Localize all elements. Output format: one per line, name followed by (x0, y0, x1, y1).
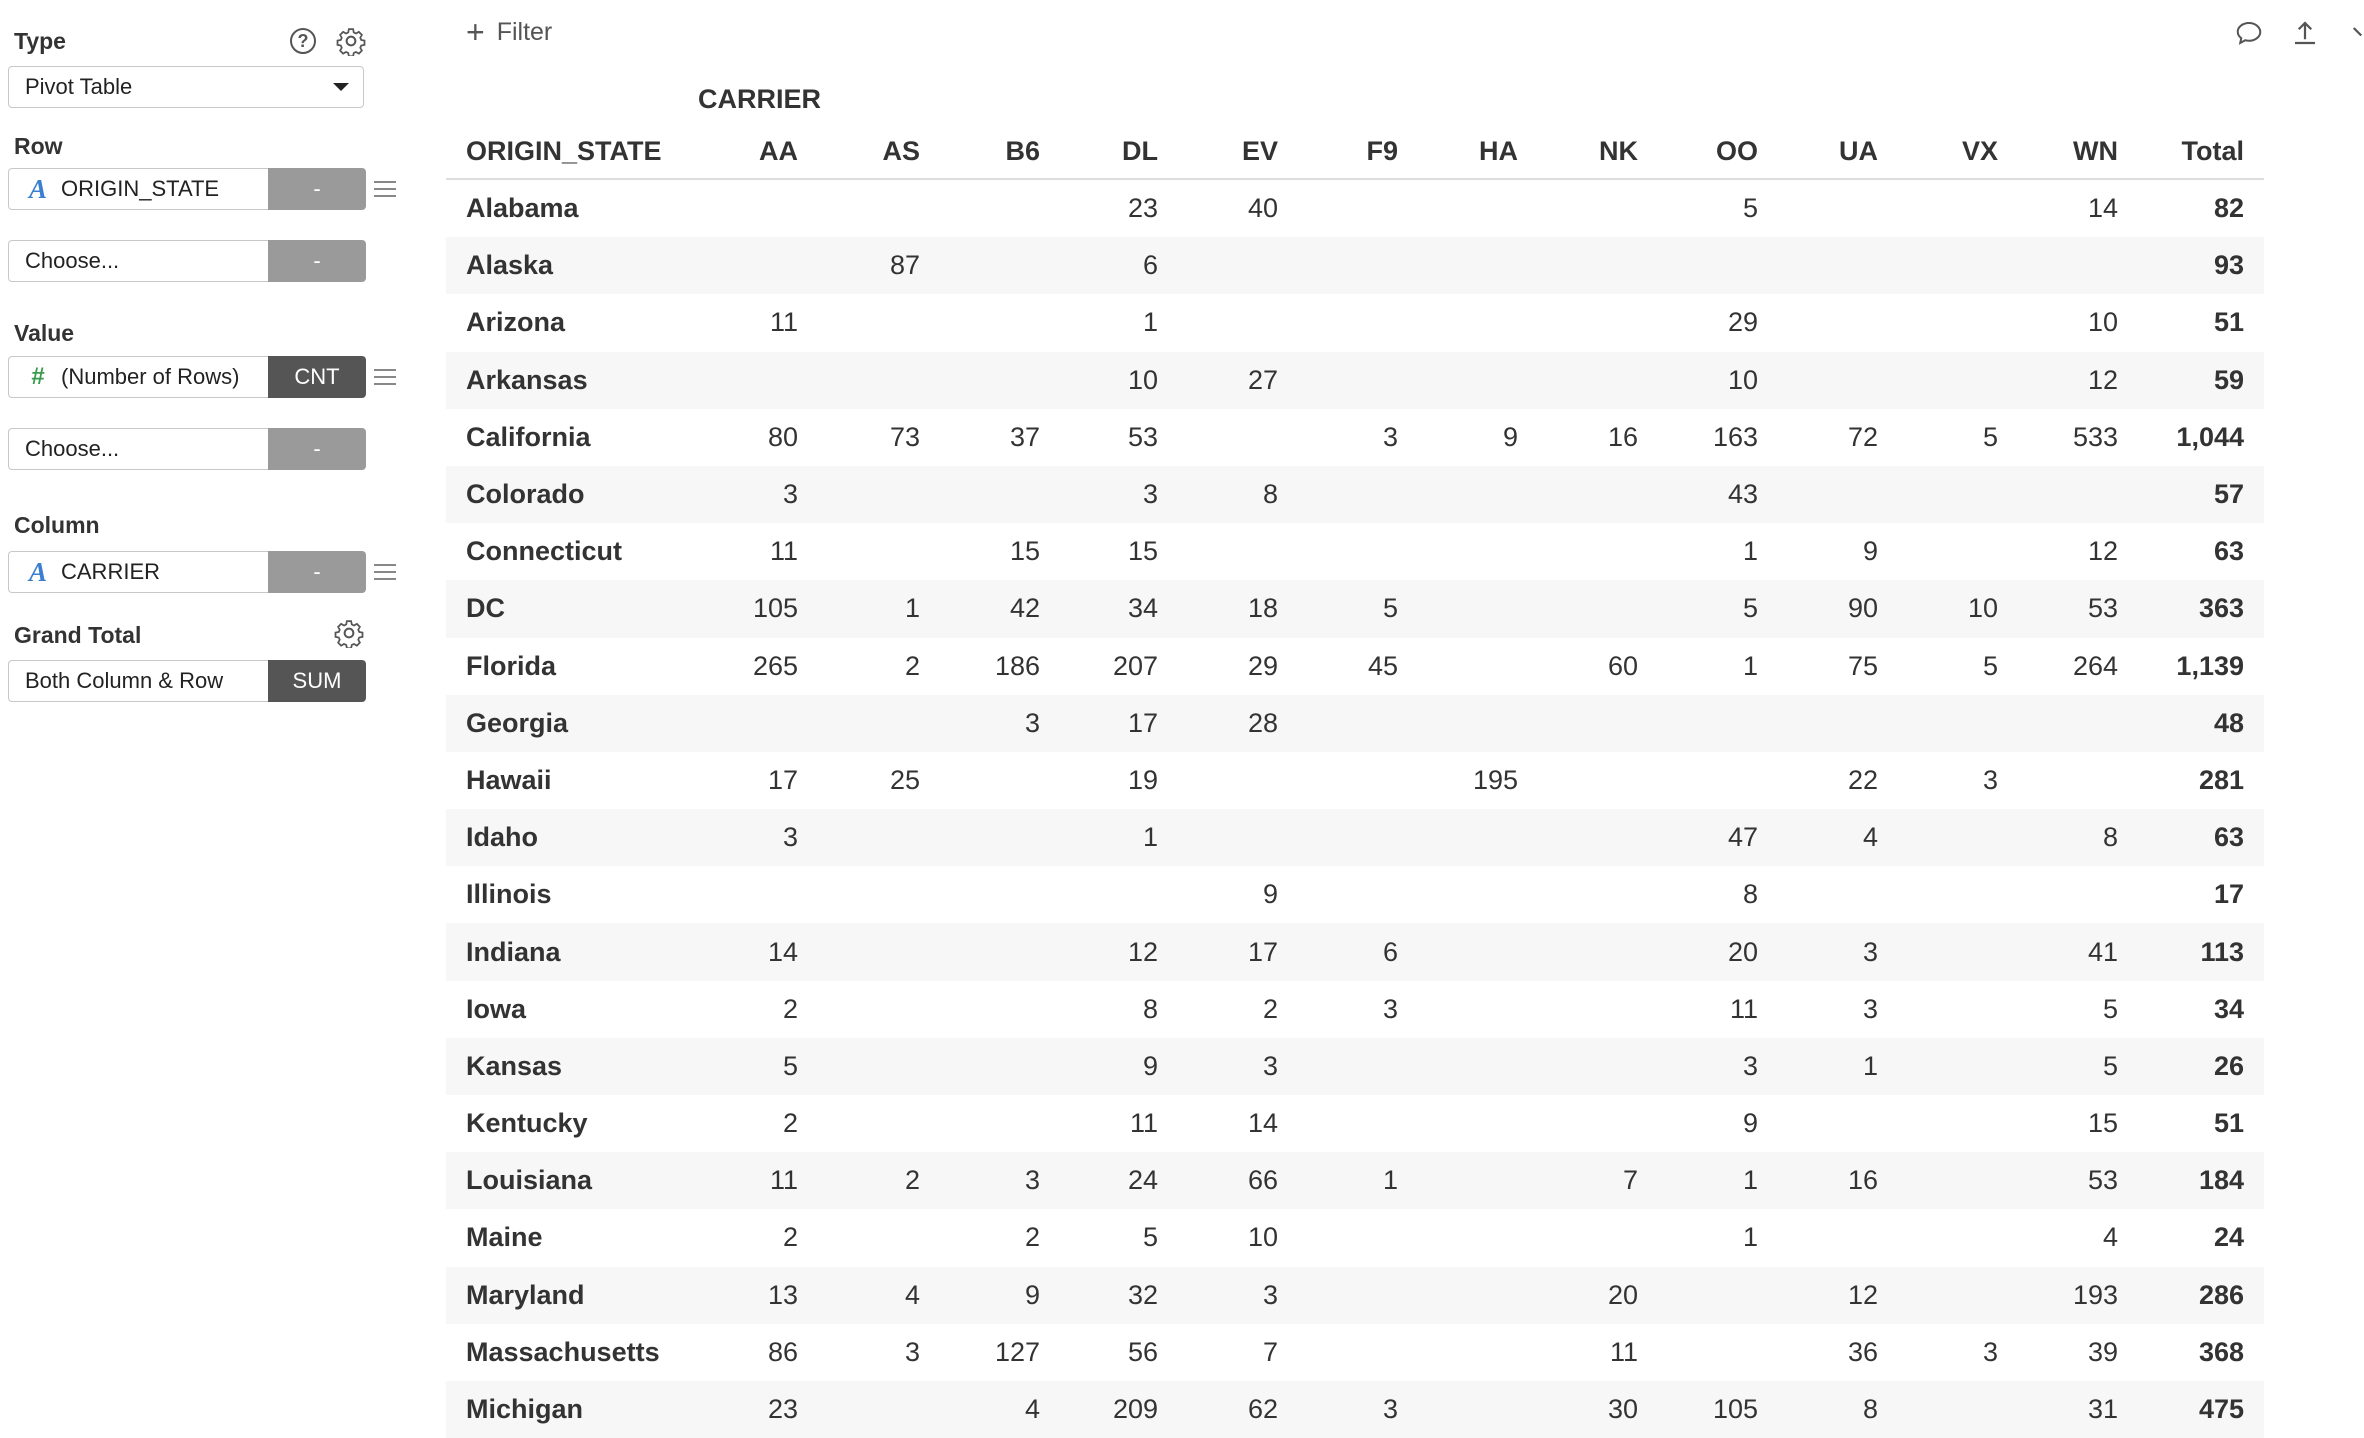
value-label: Value (14, 320, 75, 346)
value-choose-agg-button[interactable]: - (268, 428, 366, 470)
column-header-oo[interactable]: OO (1715, 135, 1758, 166)
value-cell: 4 (1024, 1394, 1040, 1425)
value-cell: 11 (769, 307, 798, 338)
value-cell: 10 (1727, 364, 1758, 395)
value-cell: 163 (1712, 421, 1758, 452)
row-label-cell: Indiana (466, 936, 561, 967)
value-cell: 15 (2087, 1108, 2118, 1139)
table-row (446, 1095, 2264, 1152)
value-cell: 3 (1982, 1336, 1998, 1367)
value-cell: 42 (1009, 593, 1040, 624)
value-cell: 86 (767, 1336, 798, 1367)
value-cell: 40 (1247, 193, 1278, 224)
value-cell: 62 (1247, 1394, 1278, 1425)
value-cell: 8 (2102, 822, 2118, 853)
row-choose-pill[interactable] (8, 240, 366, 282)
value-cell: 8 (1862, 1394, 1878, 1425)
value-cell: 30 (1607, 1394, 1638, 1425)
value-cell: 2 (782, 993, 798, 1024)
value-cell: 195 (1472, 764, 1518, 795)
table-row (446, 923, 2264, 980)
column-field[interactable] (8, 551, 268, 593)
row-label-cell: Maryland (466, 1279, 585, 1310)
row-label: Row (14, 133, 63, 159)
column-header-b6[interactable]: B6 (1005, 135, 1040, 166)
value-cell: 72 (1847, 421, 1878, 452)
table-row (446, 180, 2264, 237)
value-cell: 105 (1712, 1394, 1758, 1425)
row-drag-handle-icon[interactable] (374, 181, 396, 197)
value-cell: 2 (1024, 1222, 1040, 1253)
row-total-cell: 113 (2200, 936, 2244, 967)
row-total-cell: 286 (2198, 1279, 2244, 1310)
row-label-cell: Florida (466, 650, 557, 681)
value-cell: 3 (1142, 479, 1158, 510)
row-header-origin-state[interactable]: ORIGIN_STATE (466, 135, 662, 166)
value-cell: 43 (1727, 479, 1758, 510)
value-cell: 3 (1382, 421, 1398, 452)
value-cell: 1 (1742, 536, 1758, 567)
add-filter-button[interactable] (466, 16, 552, 48)
value-field-pill[interactable] (8, 356, 366, 398)
value-cell: 105 (752, 593, 798, 624)
grand-total-label: Grand Total (14, 622, 142, 648)
table-row (446, 695, 2264, 752)
grand-total-value: Both Column & Row (25, 668, 224, 693)
value-cell: 8 (1262, 479, 1278, 510)
table-row (446, 237, 2264, 294)
comment-icon[interactable] (2234, 18, 2264, 48)
value-field[interactable] (8, 356, 268, 398)
value-cell: 11 (769, 1165, 798, 1196)
column-header-nk[interactable]: NK (1599, 135, 1638, 166)
value-cell: 5 (1742, 593, 1758, 624)
plus-icon: + (466, 14, 485, 50)
row-total-cell: 34 (2213, 993, 2244, 1024)
string-type-icon: A (28, 556, 47, 587)
help-icon[interactable]: ? (290, 28, 316, 54)
value-cell: 9 (1024, 1279, 1040, 1310)
string-type-icon: A (28, 173, 47, 204)
value-cell: 18 (1247, 593, 1278, 624)
value-cell: 28 (1247, 707, 1278, 738)
row-label-cell: Maine (466, 1222, 543, 1253)
table-row (446, 523, 2264, 580)
value-cell: 3 (1862, 993, 1878, 1024)
value-cell: 1 (1742, 1165, 1758, 1196)
value-cell: 9 (1262, 879, 1278, 910)
value-cell: 36 (1847, 1336, 1878, 1367)
value-cell: 13 (767, 1279, 798, 1310)
row-total-cell: 26 (2213, 1050, 2244, 1081)
row-label-cell: Alaska (466, 250, 554, 281)
value-cell: 10 (2087, 307, 2118, 338)
value-cell: 10 (1247, 1222, 1278, 1253)
table-row (446, 580, 2264, 637)
column-header-ev[interactable]: EV (1241, 135, 1278, 166)
value-cell: 39 (2087, 1336, 2118, 1367)
table-row (446, 294, 2264, 351)
column-header-aa[interactable]: AA (759, 135, 798, 166)
value-cell: 11 (769, 536, 798, 567)
value-cell: 80 (767, 421, 798, 452)
value-cell: 2 (782, 1108, 798, 1139)
value-cell: 5 (1982, 421, 1998, 452)
table-row (446, 1267, 2264, 1324)
row-label-cell: Louisiana (466, 1165, 593, 1196)
value-cell: 1 (1742, 1222, 1758, 1253)
value-cell: 47 (1727, 822, 1758, 853)
type-settings-gear-icon[interactable] (336, 26, 366, 56)
column-header-ha[interactable]: HA (1479, 135, 1518, 166)
row-total-cell: 184 (2198, 1165, 2244, 1196)
value-cell: 1 (1862, 1050, 1878, 1081)
value-cell: 4 (2102, 1222, 2118, 1253)
row-field-pill[interactable] (8, 168, 366, 210)
row-total-cell: 48 (2213, 707, 2244, 738)
row-label-cell: California (466, 421, 591, 452)
filter-label: Filter (496, 17, 553, 46)
value-cell: 3 (1024, 707, 1040, 738)
value-cell: 10 (1127, 364, 1158, 395)
value-cell: 12 (2087, 364, 2118, 395)
table-row (446, 866, 2264, 923)
row-total-cell: 51 (2213, 307, 2244, 338)
value-cell: 17 (1127, 707, 1158, 738)
value-cell: 10 (1967, 593, 1998, 624)
value-cell: 1 (904, 593, 920, 624)
value-cell: 3 (1382, 993, 1398, 1024)
value-cell: 14 (2087, 193, 2118, 224)
value-cell: 12 (2087, 536, 2118, 567)
value-cell: 1 (1142, 822, 1158, 853)
value-cell: 3 (1742, 1050, 1758, 1081)
value-cell: 533 (2072, 421, 2118, 452)
table-row (446, 1324, 2264, 1381)
value-cell: 11 (1129, 1108, 1158, 1139)
row-total-cell: 17 (2213, 879, 2244, 910)
value-cell: 3 (1262, 1050, 1278, 1081)
value-cell: 14 (1247, 1108, 1278, 1139)
value-cell: 16 (1847, 1165, 1878, 1196)
grand-total-settings-gear-icon[interactable] (334, 618, 364, 648)
value-cell: 29 (1247, 650, 1278, 681)
value-choose-field[interactable] (8, 428, 268, 470)
type-select-value: Pivot Table (25, 74, 133, 99)
value-cell: 209 (1112, 1394, 1158, 1425)
value-cell: 22 (1847, 764, 1878, 795)
value-cell: 3 (1982, 764, 1998, 795)
value-cell: 56 (1127, 1336, 1158, 1367)
download-icon[interactable] (2346, 18, 2364, 48)
column-field-agg-button[interactable]: - (268, 551, 366, 593)
table-row (446, 1209, 2264, 1266)
value-cell: 60 (1607, 650, 1638, 681)
table-row (446, 352, 2264, 409)
value-cell: 75 (1847, 650, 1878, 681)
value-cell: 2 (782, 1222, 798, 1253)
row-choose-agg-button[interactable]: - (268, 240, 366, 282)
table-row (446, 752, 2264, 809)
value-field-name: (Number of Rows) (61, 364, 240, 389)
table-row (446, 638, 2264, 695)
value-cell: 29 (1727, 307, 1758, 338)
value-cell: 4 (904, 1279, 920, 1310)
row-total-cell: 82 (2213, 193, 2244, 224)
value-cell: 193 (2072, 1279, 2118, 1310)
column-header-dl[interactable]: DL (1122, 135, 1158, 166)
value-cell: 9 (1862, 536, 1878, 567)
value-cell: 66 (1247, 1165, 1278, 1196)
value-cell: 5 (1982, 650, 1998, 681)
row-label-cell: Iowa (466, 993, 527, 1024)
table-row (446, 809, 2264, 866)
chevron-down-icon (333, 83, 349, 91)
row-label-cell: Kentucky (466, 1108, 588, 1139)
row-label-cell: Alabama (466, 193, 579, 224)
table-row (446, 1038, 2264, 1095)
row-total-cell: 281 (2198, 764, 2244, 795)
value-cell: 45 (1367, 650, 1398, 681)
value-cell: 12 (1127, 936, 1158, 967)
table-row (446, 409, 2264, 466)
value-cell: 8 (1742, 879, 1758, 910)
row-label-cell: Hawaii (466, 764, 552, 795)
row-total-cell: 59 (2213, 364, 2244, 395)
value-cell: 2 (1262, 993, 1278, 1024)
row-field-agg-button[interactable]: - (268, 168, 366, 210)
row-field[interactable] (8, 168, 268, 210)
value-cell: 8 (1142, 993, 1158, 1024)
value-cell: 17 (1247, 936, 1278, 967)
value-cell: 3 (782, 822, 798, 853)
column-label: Column (14, 512, 100, 538)
value-cell: 15 (1009, 536, 1040, 567)
column-field-pill[interactable] (8, 551, 366, 593)
value-cell: 9 (1142, 1050, 1158, 1081)
column-group-header: CARRIER (698, 84, 822, 114)
value-cell: 23 (767, 1394, 798, 1425)
value-cell: 11 (1729, 993, 1758, 1024)
row-label-cell: Georgia (466, 707, 569, 738)
row-total-cell: 368 (2198, 1336, 2244, 1367)
value-cell: 5 (2102, 1050, 2118, 1081)
column-header-total[interactable]: Total (2181, 135, 2244, 166)
value-cell: 34 (1127, 593, 1158, 624)
value-cell: 5 (1382, 593, 1398, 624)
column-header-ua[interactable]: UA (1839, 135, 1878, 166)
row-field-name: ORIGIN_STATE (61, 176, 220, 201)
value-cell: 127 (994, 1336, 1040, 1367)
value-cell: 5 (1142, 1222, 1158, 1253)
row-total-cell: 475 (2198, 1394, 2244, 1425)
value-cell: 5 (1742, 193, 1758, 224)
table-row (446, 1152, 2264, 1209)
row-label-cell: Kansas (466, 1050, 563, 1081)
value-cell: 1 (1742, 650, 1758, 681)
value-cell: 7 (1622, 1165, 1638, 1196)
row-label-cell: Arizona (466, 307, 566, 338)
table-body (446, 180, 2264, 1438)
value-cell: 20 (1607, 1279, 1638, 1310)
type-select[interactable] (8, 66, 364, 108)
value-cell: 2 (904, 650, 920, 681)
value-choose-text: Choose... (25, 436, 120, 461)
value-cell: 2 (904, 1165, 920, 1196)
grand-total-pill[interactable] (8, 660, 366, 702)
value-cell: 20 (1727, 936, 1758, 967)
value-cell: 24 (1127, 1165, 1158, 1196)
row-label-cell: Michigan (466, 1394, 584, 1425)
value-cell: 23 (1127, 193, 1158, 224)
column-field-name: CARRIER (61, 559, 161, 584)
value-cell: 16 (1607, 421, 1638, 452)
row-total-cell: 1,044 (2176, 421, 2244, 452)
value-cell: 3 (782, 479, 798, 510)
row-label-cell: Colorado (466, 479, 585, 510)
value-cell: 53 (2087, 593, 2118, 624)
value-cell: 87 (889, 250, 920, 281)
value-cell: 15 (1127, 536, 1158, 567)
value-cell: 6 (1382, 936, 1398, 967)
column-header-as[interactable]: AS (882, 135, 920, 166)
column-header-wn[interactable]: WN (2073, 135, 2118, 166)
value-cell: 3 (1382, 1394, 1398, 1425)
value-cell: 3 (904, 1336, 920, 1367)
value-cell: 1 (1142, 307, 1158, 338)
value-cell: 9 (1502, 421, 1518, 452)
value-cell: 7 (1262, 1336, 1278, 1367)
value-cell: 31 (2087, 1394, 2118, 1425)
value-cell: 5 (782, 1050, 798, 1081)
table-row (446, 981, 2264, 1038)
row-total-cell: 57 (2213, 479, 2244, 510)
value-cell: 3 (1862, 936, 1878, 967)
value-cell: 53 (2087, 1165, 2118, 1196)
value-cell: 265 (752, 650, 798, 681)
value-drag-handle-icon[interactable] (374, 369, 396, 385)
value-cell: 9 (1742, 1108, 1758, 1139)
value-cell: 12 (1847, 1279, 1878, 1310)
row-total-cell: 63 (2213, 536, 2244, 567)
number-type-icon: # (31, 363, 45, 390)
value-cell: 27 (1247, 364, 1278, 395)
value-cell: 5 (2102, 993, 2118, 1024)
row-choose-field[interactable] (8, 240, 268, 282)
value-cell: 90 (1847, 593, 1878, 624)
value-field-agg-button[interactable]: CNT (268, 356, 366, 398)
value-cell: 186 (994, 650, 1040, 681)
value-cell: 17 (767, 764, 798, 795)
value-cell: 32 (1127, 1279, 1158, 1310)
row-label-cell: Illinois (466, 879, 552, 910)
row-total-cell: 93 (2213, 250, 2244, 281)
table-header-row (446, 124, 2264, 180)
value-cell: 264 (2072, 650, 2118, 681)
row-label-cell: DC (466, 593, 505, 624)
row-total-cell: 24 (2213, 1222, 2244, 1253)
value-cell: 14 (767, 936, 798, 967)
row-total-cell: 363 (2198, 593, 2244, 624)
export-icon[interactable] (2290, 18, 2320, 48)
row-label-cell: Arkansas (466, 364, 588, 395)
row-choose-text: Choose... (25, 248, 120, 273)
row-total-cell: 51 (2213, 1108, 2244, 1139)
value-cell: 4 (1862, 822, 1878, 853)
row-label-cell: Idaho (466, 822, 538, 853)
row-label-cell: Massachusetts (466, 1336, 660, 1367)
row-total-cell: 1,139 (2176, 650, 2244, 681)
value-cell: 37 (1009, 421, 1040, 452)
value-cell: 19 (1127, 764, 1158, 795)
column-header-f9[interactable]: F9 (1366, 135, 1398, 166)
value-cell: 3 (1262, 1279, 1278, 1310)
row-total-cell: 63 (2213, 822, 2244, 853)
grand-total-select[interactable] (8, 660, 268, 702)
value-cell: 53 (1127, 421, 1158, 452)
config-panel (0, 0, 420, 1430)
value-cell: 73 (889, 421, 920, 452)
value-cell: 11 (1609, 1336, 1638, 1367)
value-cell: 6 (1142, 250, 1158, 281)
value-cell: 41 (2087, 936, 2118, 967)
value-cell: 25 (889, 764, 920, 795)
value-cell: 3 (1024, 1165, 1040, 1196)
value-cell: 1 (1382, 1165, 1398, 1196)
type-label: Type (14, 28, 66, 54)
column-header-vx[interactable]: VX (1961, 135, 1998, 166)
table-row (446, 466, 2264, 523)
grand-total-agg-button[interactable]: SUM (268, 660, 366, 702)
column-drag-handle-icon[interactable] (374, 564, 396, 580)
row-label-cell: Connecticut (466, 536, 623, 567)
table-row (446, 1381, 2264, 1438)
value-cell: 207 (1112, 650, 1158, 681)
value-choose-pill[interactable] (8, 428, 366, 470)
